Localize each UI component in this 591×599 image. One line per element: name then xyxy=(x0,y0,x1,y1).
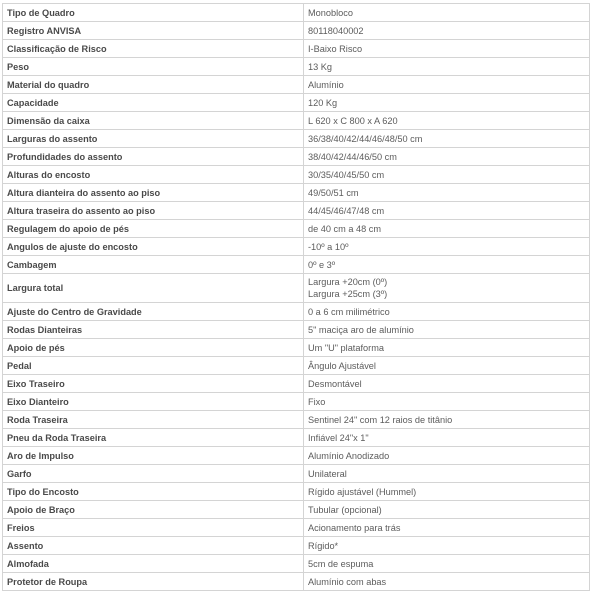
spec-label: Dimensão da caixa xyxy=(3,112,304,130)
spec-value: Rígido ajustável (Hummel) xyxy=(304,483,590,501)
spec-value: 30/35/40/45/50 cm xyxy=(304,166,590,184)
table-row xyxy=(3,166,590,184)
spec-label: Apoio de Braço xyxy=(3,501,304,519)
table-row xyxy=(3,411,590,429)
spec-label: Ajuste do Centro de Gravidade xyxy=(3,303,304,321)
spec-label: Regulagem do apoio de pés xyxy=(3,220,304,238)
table-row xyxy=(3,429,590,447)
spec-label: Tipo de Quadro xyxy=(3,4,304,22)
spec-value: Alumínio Anodizado xyxy=(304,447,590,465)
spec-label: Eixo Dianteiro xyxy=(3,393,304,411)
spec-value: 0º e 3º xyxy=(304,256,590,274)
spec-label: Pedal xyxy=(3,357,304,375)
spec-value: L 620 x C 800 x A 620 xyxy=(304,112,590,130)
table-row xyxy=(3,519,590,537)
spec-label: Tipo do Encosto xyxy=(3,483,304,501)
spec-label: Freios xyxy=(3,519,304,537)
spec-value: 120 Kg xyxy=(304,94,590,112)
table-row xyxy=(3,40,590,58)
spec-value xyxy=(304,274,590,303)
table-row xyxy=(3,184,590,202)
table-row xyxy=(3,238,590,256)
spec-label: Cambagem xyxy=(3,256,304,274)
spec-label: Peso xyxy=(3,58,304,76)
spec-label: Registro ANVISA xyxy=(3,22,304,40)
table-row xyxy=(3,483,590,501)
table-row xyxy=(3,555,590,573)
table-row xyxy=(3,321,590,339)
spec-label: Largura total xyxy=(3,274,304,303)
spec-value: 49/50/51 cm xyxy=(304,184,590,202)
spec-value: 38/40/42/44/46/50 cm xyxy=(304,148,590,166)
table-row xyxy=(3,573,590,591)
spec-value: Desmontável xyxy=(304,375,590,393)
spec-label: Classificação de Risco xyxy=(3,40,304,58)
table-row xyxy=(3,339,590,357)
table-row xyxy=(3,537,590,555)
table-row xyxy=(3,112,590,130)
spec-label: Protetor de Roupa xyxy=(3,573,304,591)
spec-value-line: Largura +25cm (3º) xyxy=(308,289,388,299)
spec-value: -10º a 10º xyxy=(304,238,590,256)
spec-value: 80118040002 xyxy=(304,22,590,40)
spec-label: Capacidade xyxy=(3,94,304,112)
spec-value: 5" maciça aro de alumínio xyxy=(304,321,590,339)
table-row xyxy=(3,94,590,112)
spec-label: Rodas Dianteiras xyxy=(3,321,304,339)
table-row xyxy=(3,148,590,166)
spec-label: Roda Traseira xyxy=(3,411,304,429)
spec-value-line: Largura +20cm (0º) xyxy=(308,277,388,287)
spec-label: Angulos de ajuste do encosto xyxy=(3,238,304,256)
spec-label: Altura dianteira do assento ao piso xyxy=(3,184,304,202)
spec-label: Almofada xyxy=(3,555,304,573)
spec-label: Apoio de pés xyxy=(3,339,304,357)
specifications-table xyxy=(2,3,590,591)
table-row xyxy=(3,447,590,465)
spec-label: Profundidades do assento xyxy=(3,148,304,166)
spec-value: 13 Kg xyxy=(304,58,590,76)
spec-value: Ângulo Ajustável xyxy=(304,357,590,375)
table-row xyxy=(3,4,590,22)
spec-label: Pneu da Roda Traseira xyxy=(3,429,304,447)
spec-label: Eixo Traseiro xyxy=(3,375,304,393)
spec-value: de 40 cm a 48 cm xyxy=(304,220,590,238)
spec-label: Altura traseira do assento ao piso xyxy=(3,202,304,220)
spec-value: Acionamento para trás xyxy=(304,519,590,537)
table-row xyxy=(3,357,590,375)
table-row xyxy=(3,303,590,321)
spec-value: Um "U" plataforma xyxy=(304,339,590,357)
spec-value: Rígido* xyxy=(304,537,590,555)
table-row xyxy=(3,130,590,148)
spec-value: I-Baixo Risco xyxy=(304,40,590,58)
table-row xyxy=(3,22,590,40)
table-row xyxy=(3,220,590,238)
table-row xyxy=(3,202,590,220)
spec-value: Monobloco xyxy=(304,4,590,22)
spec-value: 44/45/46/47/48 cm xyxy=(304,202,590,220)
table-row xyxy=(3,501,590,519)
spec-value: Sentinel 24" com 12 raios de titânio xyxy=(304,411,590,429)
spec-value: Fixo xyxy=(304,393,590,411)
table-row xyxy=(3,58,590,76)
spec-value: Infiável 24"x 1" xyxy=(304,429,590,447)
spec-value: 5cm de espuma xyxy=(304,555,590,573)
spec-value: Tubular (opcional) xyxy=(304,501,590,519)
spec-label: Material do quadro xyxy=(3,76,304,94)
spec-label: Larguras do assento xyxy=(3,130,304,148)
table-row xyxy=(3,76,590,94)
spec-label: Garfo xyxy=(3,465,304,483)
spec-label: Assento xyxy=(3,537,304,555)
spec-value: 0 a 6 cm milimétrico xyxy=(304,303,590,321)
spec-value: 36/38/40/42/44/46/48/50 cm xyxy=(304,130,590,148)
spec-value: Alumínio com abas xyxy=(304,573,590,591)
spec-value: Alumínio xyxy=(304,76,590,94)
table-row xyxy=(3,375,590,393)
table-row xyxy=(3,393,590,411)
table-row xyxy=(3,274,590,303)
table-row xyxy=(3,465,590,483)
spec-value: Unilateral xyxy=(304,465,590,483)
table-row xyxy=(3,256,590,274)
spec-label: Aro de Impulso xyxy=(3,447,304,465)
spec-label: Alturas do encosto xyxy=(3,166,304,184)
